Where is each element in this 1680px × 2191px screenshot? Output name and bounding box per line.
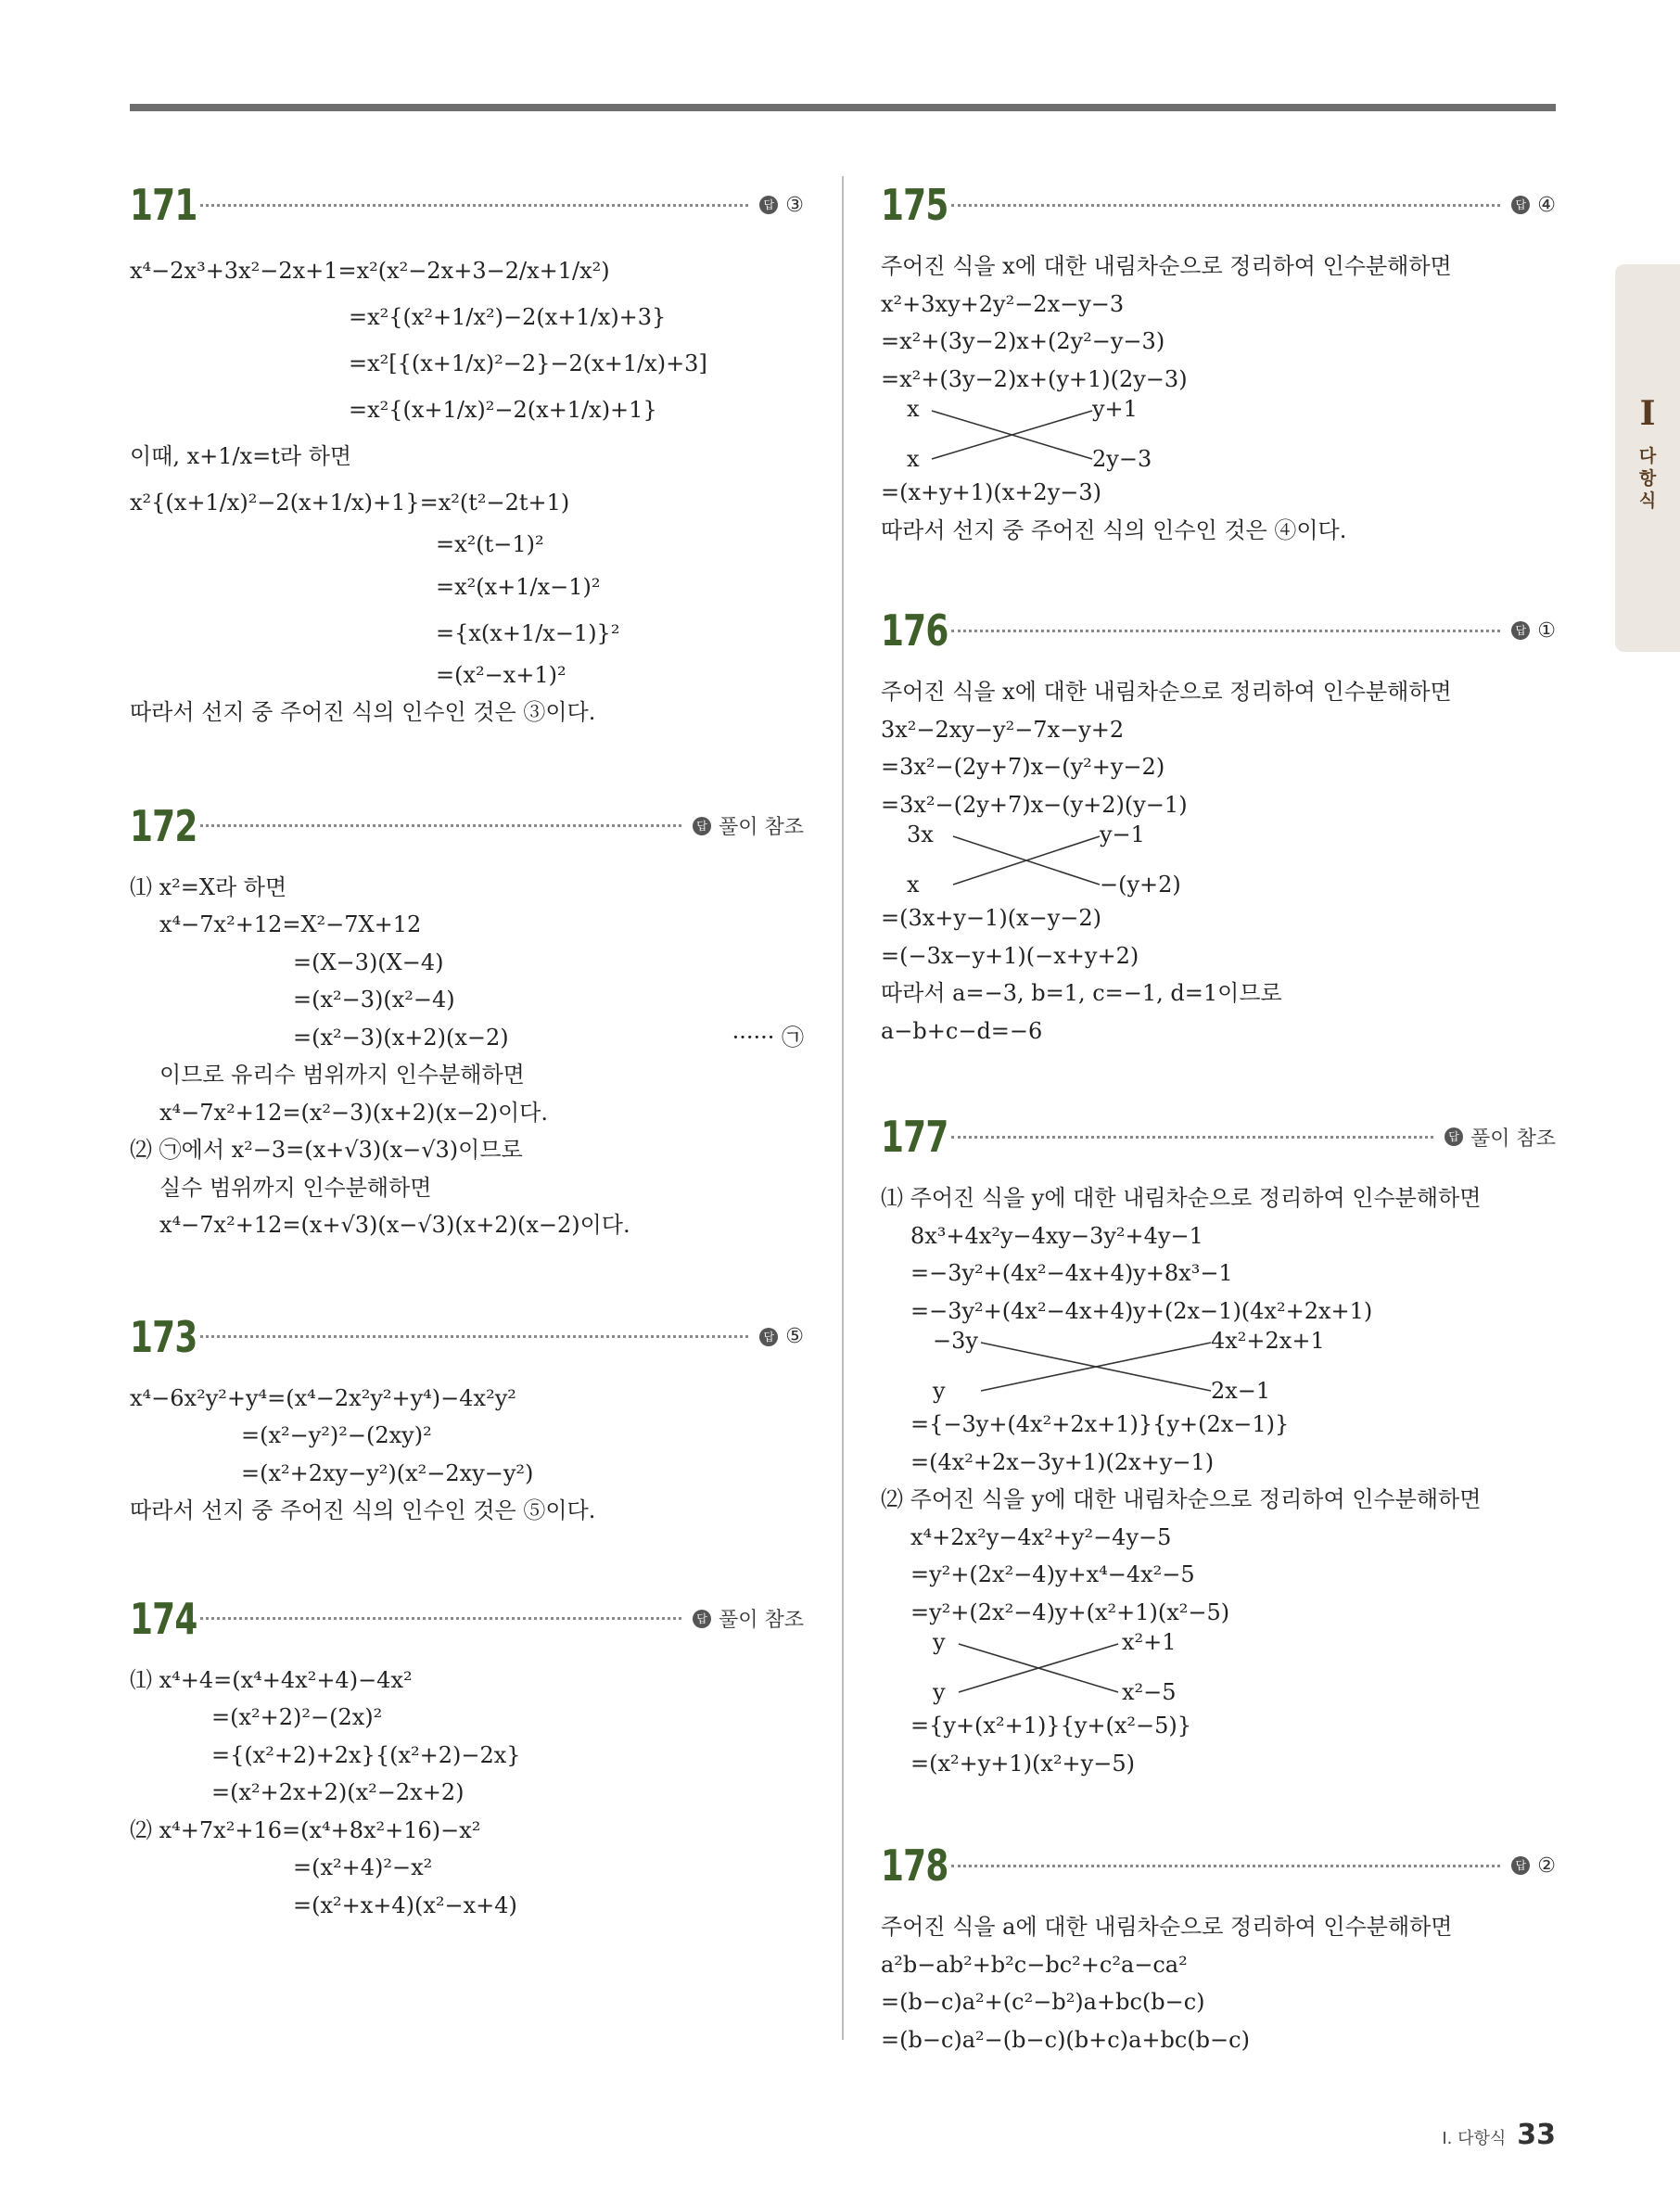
answer-badge-icon: 답	[1511, 1856, 1530, 1875]
equation-marker: ······ ㉠	[732, 1024, 804, 1051]
solution-line: x⁴−7x²+12=X²−7X+12	[159, 911, 422, 937]
solution-line: =x²{(x+1/x)²−2(x+1/x)+1}	[349, 397, 657, 423]
solution-line: =y²+(2x²−4)y+(x²+1)(x²−5)	[910, 1599, 1230, 1625]
solution-line: =(x²+y+1)(x²+y−5)	[910, 1750, 1135, 1777]
chapter-roman-numeral: I	[1639, 394, 1656, 433]
cross-term: y	[933, 1629, 946, 1655]
left-column	[130, 172, 804, 1924]
solution-line: 따라서 선지 중 주어진 식의 인수인 것은 ④이다.	[881, 516, 1347, 543]
answer-label	[693, 1604, 804, 1633]
problem-header	[130, 1304, 804, 1370]
dotted-leader	[951, 204, 1500, 207]
solution-line: =(x²+2)²−(2x)²	[211, 1704, 383, 1730]
answer-label	[1511, 194, 1556, 217]
solution-line: 주어진 식을 a에 대한 내림차순으로 정리하여 인수분해하면	[881, 1914, 1453, 1940]
solution-line: =(x²−3)(x²−4)	[293, 987, 455, 1013]
chapter-title-vertical	[1615, 445, 1680, 512]
solution-line: x⁴−2x³+3x²−2x+1=x²(x²−2x+3−2/x+1/x²)	[130, 258, 610, 284]
cross-term: 2y−3	[1092, 446, 1152, 472]
column-divider	[842, 176, 844, 2040]
problem-175	[881, 172, 1556, 549]
solution-line: =(x²+2xy−y²)(x²−2xy−y²)	[241, 1459, 534, 1486]
solution-line: x⁴−6x²y²+y⁴=(x⁴−2x²y²+y⁴)−4x²y²	[130, 1384, 516, 1411]
solution-line: =(x+y+1)(x+2y−3)	[881, 479, 1101, 505]
solution-line: =(3x+y−1)(x−y−2)	[881, 905, 1101, 931]
answer-badge-icon: 답	[759, 196, 778, 214]
problem-172	[130, 793, 804, 1244]
answer-value: 풀이 참조	[718, 816, 804, 839]
solution-line: =(x²+4)²−x²	[293, 1854, 433, 1880]
solution-line: ⑵ x⁴+7x²+16=(x⁴+8x²+16)−x²	[130, 1816, 481, 1843]
solution-line: =−3y²+(4x²−4x+4)y+8x³−1	[910, 1260, 1233, 1286]
solution-line: =(x²−3)(x+2)(x−2) ······ ㉠	[130, 1019, 804, 1057]
answer-value: 풀이 참조	[1470, 1127, 1556, 1151]
problem-number: 178	[881, 1841, 948, 1891]
cross-multiplication	[881, 1330, 1556, 1406]
cross-multiplication	[881, 1631, 1556, 1707]
problem-number: 171	[130, 180, 197, 230]
answer-badge-icon: 답	[1445, 1127, 1463, 1146]
solution-line: 따라서 선지 중 주어진 식의 인수인 것은 ⑤이다.	[130, 1497, 596, 1523]
problem-number: 177	[881, 1112, 948, 1162]
solution-line: =x²(t−1)²	[436, 531, 544, 557]
page-footer	[1442, 2119, 1556, 2151]
cross-term: x	[907, 396, 920, 422]
solution-body	[130, 1380, 804, 1530]
cross-lines	[881, 1330, 1196, 1406]
solution-line: =(x²+x+4)(x²−x+4)	[293, 1892, 517, 1918]
chapter-side-tab[interactable]	[1615, 264, 1680, 652]
cross-term: x	[907, 872, 920, 898]
solution-line: =(x²−x+1)²	[436, 661, 566, 688]
answer-label	[759, 194, 804, 217]
solution-line: =x²+(3y−2)x+(2y²−y−3)	[881, 328, 1165, 354]
cross-term: 3x	[907, 822, 934, 847]
dotted-leader	[200, 1335, 748, 1338]
cross-term: 2x−1	[1211, 1378, 1271, 1404]
problem-header	[881, 597, 1556, 664]
solution-line: ={(x²+2)+2x}{(x²+2)−2x}	[211, 1741, 521, 1768]
top-rule	[130, 104, 1556, 111]
dotted-leader	[200, 824, 681, 827]
solution-line: ⑵ ㉠에서 x²−3=(x+√3)(x−√3)이므로	[130, 1137, 523, 1163]
problem-174	[130, 1586, 804, 1925]
solution-line: ={−3y+(4x²+2x+1)}{y+(2x−1)}	[910, 1411, 1290, 1437]
answer-badge-icon: 답	[693, 1610, 711, 1628]
solution-body	[881, 1179, 1556, 1782]
cross-term: 4x²+2x+1	[1211, 1328, 1325, 1354]
problem-178	[881, 1832, 1556, 2058]
cross-term: y−1	[1100, 822, 1145, 847]
problem-number: 174	[130, 1593, 197, 1644]
answer-value: ④	[1537, 193, 1556, 217]
answer-label	[1511, 1854, 1556, 1878]
answer-value: 풀이 참조	[718, 1609, 804, 1632]
solution-line: 따라서 a=−3, b=1, c=−1, d=1이므로	[881, 980, 1282, 1006]
solution-line: =3x²−(2y+7)x−(y²+y−2)	[881, 754, 1165, 780]
chapter-title-char: 식	[1638, 490, 1657, 511]
answer-badge-icon: 답	[1511, 621, 1530, 640]
answer-value: ③	[785, 193, 804, 217]
dotted-leader	[200, 1617, 681, 1620]
problem-header	[130, 793, 804, 860]
cross-term: y	[933, 1378, 946, 1404]
cross-term: y	[933, 1679, 946, 1705]
solution-line: =(−3x−y+1)(−x+y+2)	[881, 942, 1139, 969]
solution-line: =x²+(3y−2)x+(y+1)(2y−3)	[881, 365, 1188, 392]
solution-line: 주어진 식을 x에 대한 내림차순으로 정리하여 인수분해하면	[881, 253, 1452, 279]
solution-line: 따라서 선지 중 주어진 식의 인수인 것은 ③이다.	[130, 699, 596, 725]
dotted-leader	[951, 1136, 1433, 1139]
answer-label	[1511, 619, 1556, 643]
solution-line: =(x²+2x+2)(x²−2x+2)	[211, 1779, 465, 1805]
solution-line: =−3y²+(4x²−4x+4)y+(2x−1)(4x²+2x+1)	[910, 1297, 1373, 1324]
right-column	[881, 172, 1556, 2058]
solution-line: =x²(x+1/x−1)²	[436, 573, 601, 600]
solution-line: =(b−c)a²−(b−c)(b+c)a+bc(b−c)	[881, 2026, 1250, 2053]
answer-badge-icon: 답	[693, 817, 711, 835]
problem-header	[881, 172, 1556, 238]
solution-line: =x²[{(x+1/x)²−2}−2(x+1/x)+3]	[349, 350, 707, 376]
solution-line: ={x(x+1/x−1)}²	[436, 619, 620, 646]
solution-line: x⁴−7x²+12=(x²−3)(x+2)(x−2)이다.	[159, 1099, 548, 1126]
answer-value: ⑤	[785, 1325, 804, 1348]
page-number: 33	[1517, 2119, 1556, 2151]
answer-label	[693, 811, 804, 840]
solution-line: =y²+(2x²−4)y+x⁴−4x²−5	[910, 1561, 1195, 1587]
problem-header	[881, 1103, 1556, 1170]
solution-line: 실수 범위까지 인수분해하면	[159, 1174, 432, 1201]
solution-line: =x²{(x²+1/x²)−2(x+1/x)+3}	[349, 304, 667, 330]
cross-multiplication	[881, 823, 1556, 899]
solution-line: 이므로 유리수 범위까지 인수분해하면	[159, 1062, 525, 1088]
cross-term: x²−5	[1122, 1679, 1177, 1705]
problem-176	[881, 597, 1556, 1050]
problem-177	[881, 1103, 1556, 1782]
dotted-leader	[951, 1865, 1500, 1867]
solution-line: a−b+c−d=−6	[881, 1017, 1043, 1044]
solution-line: ={y+(x²+1)}{y+(x²−5)}	[910, 1713, 1192, 1739]
answer-badge-icon: 답	[1511, 196, 1530, 214]
chapter-title-char: 항	[1638, 468, 1657, 489]
solution-body	[881, 673, 1556, 1050]
solution-body	[881, 1908, 1556, 2058]
cross-term: x²+1	[1122, 1629, 1177, 1655]
dotted-leader	[200, 204, 748, 207]
problem-header	[881, 1832, 1556, 1899]
problem-173	[130, 1304, 804, 1530]
solution-line: x²{(x+1/x)²−2(x+1/x)+1}=x²(t²−2t+1)	[130, 490, 570, 516]
solution-body	[881, 248, 1556, 549]
solution-line: 8x³+4x²y−4xy−3y²+4y−1	[910, 1222, 1203, 1249]
solution-line: 주어진 식을 x에 대한 내림차순으로 정리하여 인수분해하면	[881, 679, 1452, 705]
solution-line: ⑴ x²=X라 하면	[130, 873, 287, 900]
solution-line: ⑵ 주어진 식을 y에 대한 내림차순으로 정리하여 인수분해하면	[881, 1486, 1482, 1512]
problem-number: 172	[130, 800, 197, 851]
solution-line: =(4x²+2x−3y+1)(2x+y−1)	[910, 1448, 1215, 1475]
answer-label	[1445, 1123, 1556, 1152]
solution-line: 이때, x+1/x=t라 하면	[130, 443, 352, 469]
problem-number: 173	[130, 1311, 197, 1362]
problem-171	[130, 172, 804, 732]
answer-badge-icon: 답	[759, 1328, 778, 1346]
cross-multiplication	[881, 398, 1556, 474]
dotted-leader	[951, 630, 1500, 632]
answer-value: ②	[1537, 1853, 1556, 1878]
problem-number: 176	[881, 605, 948, 656]
solution-line: =3x²−(2y+7)x−(y+2)(y−1)	[881, 791, 1188, 818]
solution-line: ⑴ 주어진 식을 y에 대한 내림차순으로 정리하여 인수분해하면	[881, 1185, 1482, 1211]
solution-body	[130, 1662, 804, 1925]
solution-body	[130, 248, 804, 732]
problem-header	[130, 1586, 804, 1652]
problem-number: 175	[881, 180, 948, 230]
solution-line: =(b−c)a²+(c²−b²)a+bc(b−c)	[881, 1989, 1205, 2015]
cross-term: −(y+2)	[1100, 872, 1181, 898]
footer-section: I. 다항식	[1442, 2129, 1507, 2148]
problem-header	[130, 172, 804, 238]
solution-body	[130, 869, 804, 1244]
solution-line: =(X−3)(X−4)	[293, 949, 444, 975]
solution-line: a²b−ab²+b²c−bc²+c²a−ca²	[881, 1951, 1188, 1978]
solution-line: x⁴−7x²+12=(x+√3)(x−√3)(x+2)(x−2)이다.	[159, 1212, 630, 1238]
answer-label	[759, 1325, 804, 1348]
solution-line: x⁴+2x²y−4x²+y²−4y−5	[910, 1523, 1172, 1550]
chapter-title-char: 다	[1638, 446, 1657, 466]
solution-line: 3x²−2xy−y²−7x−y+2	[881, 716, 1125, 743]
solution-line: ⑴ x⁴+4=(x⁴+4x²+4)−4x²	[130, 1666, 413, 1693]
solution-line: x²+3xy+2y²−2x−y−3	[881, 290, 1125, 317]
cross-term: x	[907, 446, 920, 472]
solution-line: =(x²−y²)²−(2xy)²	[241, 1422, 432, 1448]
answer-value: ①	[1537, 618, 1556, 643]
cross-term: y+1	[1092, 396, 1138, 422]
cross-term: −3y	[933, 1328, 978, 1354]
